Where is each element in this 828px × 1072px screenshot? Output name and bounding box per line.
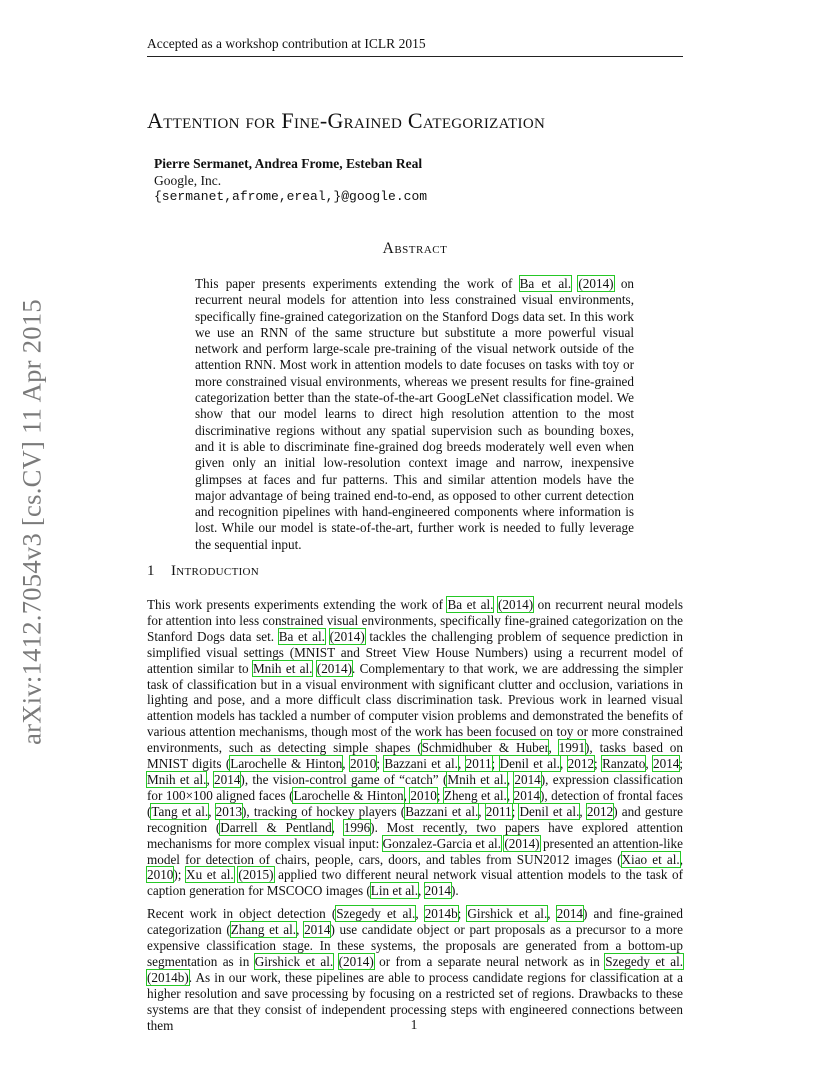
citation-link[interactable]: 2014 xyxy=(304,922,331,938)
paragraph-text: ) use candidate object or part proposals as a precursor to a more expensive classification stage. In these systems, the proposals are generated from a bottom-up segmentation as in xyxy=(147,922,684,969)
citation-link[interactable]: (2014) xyxy=(578,276,614,291)
arxiv-stamp-text: arXiv:1412.7054v3 [cs.CV] 11 Apr 2015 xyxy=(16,299,47,745)
paragraph-text: or from a separate neural network as in xyxy=(373,953,606,969)
paragraph-text: on recurrent neural models for attention into less constrained visual environments, specifically fine-grained categorization on the Stanford Dogs data set. xyxy=(147,597,683,644)
paragraph-text: Recent work in object detection ( xyxy=(147,906,337,922)
paper-title: Attention for Fine-Grained Categorization xyxy=(147,108,546,133)
section-number: 1 xyxy=(147,563,155,579)
citation-link[interactable]: Ranzato xyxy=(602,756,646,772)
citation-link[interactable]: 2014 xyxy=(514,771,541,787)
paragraph-text: ) and gesture recognition ( xyxy=(147,803,684,835)
citation-link[interactable]: 1991 xyxy=(558,740,586,756)
paragraph-text: , xyxy=(206,771,215,787)
author-names: Pierre Sermanet, Andrea Frome, Esteban Real xyxy=(154,156,423,171)
paragraph-text: ), tasks based on MNIST digits ( xyxy=(147,740,683,772)
arxiv-stamp xyxy=(4,292,60,752)
citation-link[interactable]: Bazzani et al. xyxy=(384,756,458,772)
paragraph-text: , xyxy=(506,787,514,803)
citation-link[interactable]: Larochelle & Hinton xyxy=(293,787,404,803)
citation-link[interactable]: Bazzani et al. xyxy=(405,803,479,819)
paragraph-text: , xyxy=(331,819,344,835)
paragraph-text: ; xyxy=(436,787,444,803)
citation-link[interactable]: Girshick et al. xyxy=(254,953,334,969)
citation-link[interactable]: 2014 xyxy=(513,787,540,803)
paragraph-text: , xyxy=(548,740,559,756)
citation-link[interactable]: 2014 xyxy=(556,906,584,922)
paragraph-text: applied two different neural network visual attention models to the task of caption generation for MSCOCO images ( xyxy=(147,867,684,899)
citation-link[interactable]: Lin et al. xyxy=(370,883,419,899)
paragraph-text: , xyxy=(679,851,683,867)
citation-link[interactable]: (2014) xyxy=(316,660,352,676)
paragraph-text: ; xyxy=(594,756,603,772)
abstract-text xyxy=(195,276,634,553)
paragraph-text: tackles the challenging problem of sequence prediction in simplified visual settings (MNIST and Street View House Numbers) using a recurrent model of attention similar to xyxy=(147,628,684,676)
citation-link[interactable]: Zheng et al. xyxy=(443,787,507,803)
citation-link[interactable]: Ba et al. xyxy=(519,276,572,291)
paragraph-text: ; xyxy=(376,756,385,772)
citation-link[interactable]: Xu et al. xyxy=(186,867,234,883)
paragraph-text: , xyxy=(296,922,305,938)
paragraph-text: , xyxy=(547,906,557,922)
citation-link[interactable]: 2011 xyxy=(485,803,512,819)
citation-link[interactable]: Szegedy et al. xyxy=(605,953,684,969)
citation-link[interactable]: Larochelle & Hinton xyxy=(230,756,343,772)
section-heading-introduction xyxy=(147,563,259,580)
citation-link[interactable]: Darrell & Pentland xyxy=(220,819,332,835)
author-block xyxy=(154,156,427,206)
paragraph-text: ). xyxy=(451,883,459,899)
paragraph-text xyxy=(333,954,338,969)
citation-link[interactable]: (2014) xyxy=(497,597,534,612)
citation-link[interactable]: 2012 xyxy=(586,803,614,819)
paragraph-text: , xyxy=(415,906,425,922)
citation-link[interactable]: Tang et al. xyxy=(151,803,209,819)
paragraph-text: ). Most recently, two papers have explored attention mechanisms for more complex visual input: xyxy=(147,819,684,851)
citation-link[interactable]: 2010 xyxy=(410,787,437,803)
paragraph-text: on recurrent neural models for attention into less constrained visual environments, specifically fine-grained categorization on the Stanford Dogs data set. In this work we use an RNN of the same structure but substitute a more powerful visual network and perform large-scale pre-training of the visual network outside of the attention RNN. Most work in attention models to date focuses on tasks with toy or more constrained visual environments, whereas we present results for fine-grained categorization better than the state-of-the-art GoogLeNet classification model. We show that our model learns to direct high resolution attention to the most discriminative regions without any spatial supervision such as bounding boxes, and it is able to discriminate fine-grained dog breeds moderately well even when given only an initial low-resolution context image and narrow, inexpensive glimpses at faces and fur patterns. This and similar attention models have the major advantage of being trained end-to-end, as opposed to other current detection and recognition pipelines with hand-engineered components where information is lost. While our model is state-of-the-art, further work is needed to fully leverage the sequential input. xyxy=(195,276,635,552)
paragraph-text: ), detection of frontal faces ( xyxy=(147,787,684,819)
citation-link[interactable]: 2012 xyxy=(567,756,595,772)
citation-link[interactable]: Schmidhuber & Huber xyxy=(421,740,549,756)
section-title: Introduction xyxy=(171,563,260,579)
citation-link[interactable]: (2015) xyxy=(238,867,274,883)
citation-link[interactable]: 2010 xyxy=(147,867,174,883)
citation-link[interactable]: 2014 xyxy=(214,771,241,787)
paragraph-text: ; xyxy=(511,803,520,819)
paragraph-text: ; xyxy=(679,756,684,772)
paragraph-text: . As in our work, these pipelines are able to process candidate regions for classification at a higher resolution and save processing by focusing on a restricted set of regions. Drawbacks to these systems are that they consist of independent processing steps with engineered connections between them xyxy=(147,969,683,1033)
paragraph-text: ); xyxy=(173,867,187,883)
author-email: {sermanet,afrome,ereal,}@google.com xyxy=(154,189,428,204)
citation-link[interactable]: (2014) xyxy=(504,835,540,851)
paragraph-text: ), expression classification for 100×100 aligned faces ( xyxy=(147,771,683,803)
citation-link[interactable]: Gonzalez-Garcia et al. xyxy=(382,835,502,851)
paragraph-text: , xyxy=(418,883,425,899)
paragraph-text: . Complementary to that work, we are addressing the simpler task of classification but in a visual environment with significant clutter and occlusion, variations in lighting and pose, and a more difficult class discrimination task. Previous work in learned visual attention models has tackled a number of computer vision problems and demonstrated the benefits of various attention mechanisms, though most of the work has been focused on toy or more constrained environments, such as detecting simple shapes ( xyxy=(147,660,683,756)
paragraph-text: ), tracking of hockey players ( xyxy=(242,803,406,819)
citation-link[interactable]: (2014) xyxy=(338,953,374,969)
citation-link[interactable]: Denil et al. xyxy=(499,756,560,772)
paragraph-text: presented an attention-like model for detection of chairs, people, cars, doors, and tables from SUN2012 images ( xyxy=(147,835,683,867)
author-affiliation: Google, Inc. xyxy=(154,172,222,188)
paragraph-text: ; xyxy=(457,906,468,922)
citation-link[interactable]: Girshick et al. xyxy=(467,906,548,922)
intro-paragraph-1 xyxy=(147,597,683,899)
intro-paragraph-2 xyxy=(147,906,683,1033)
paragraph-text: , xyxy=(403,787,411,803)
citation-link[interactable]: (2014) xyxy=(329,628,365,644)
citation-link[interactable]: Zhang et al. xyxy=(230,922,297,938)
paragraph-text: , xyxy=(579,803,587,819)
citation-link[interactable]: 2014 xyxy=(424,883,451,899)
paragraph-text xyxy=(325,629,330,644)
citation-link[interactable]: Mnih et al. xyxy=(147,771,207,787)
paragraph-text: , xyxy=(457,756,466,772)
citation-link[interactable]: Mnih et al. xyxy=(252,660,313,676)
citation-link[interactable]: Denil et al. xyxy=(519,803,580,819)
citation-link[interactable]: 2013 xyxy=(215,803,243,819)
citation-link[interactable]: Szegedy et al. xyxy=(336,906,416,922)
paragraph-text: This paper presents experiments extending the work of xyxy=(195,276,520,291)
paragraph-text: , xyxy=(506,771,515,787)
paragraph-text: , xyxy=(208,803,216,819)
citation-link[interactable]: (2014b) xyxy=(147,969,189,985)
introduction-body xyxy=(147,597,683,1040)
paragraph-text: , xyxy=(342,756,350,772)
citation-link[interactable]: Ba et al. xyxy=(447,597,494,612)
paragraph-text: This work presents experiments extending the work of xyxy=(147,597,448,612)
paragraph-text: ) and fine-grained categorization ( xyxy=(147,906,684,938)
citation-link[interactable]: 2010 xyxy=(349,756,377,772)
paragraph-text: , xyxy=(645,756,653,772)
paragraph-text: ), the vision-control game of “catch” ( xyxy=(240,771,448,787)
citation-link[interactable]: 2014b xyxy=(424,906,458,922)
paragraph-text: , xyxy=(559,756,568,772)
citation-link[interactable]: Ba et al. xyxy=(278,628,325,644)
paragraph-text: , xyxy=(478,803,486,819)
citation-link[interactable]: Mnih et al. xyxy=(447,771,507,787)
abstract-heading: Abstract xyxy=(382,240,448,257)
page-number: 1 xyxy=(410,1017,418,1032)
citation-link[interactable]: 2014 xyxy=(653,756,680,772)
citation-link[interactable]: 1996 xyxy=(343,819,371,835)
citation-link[interactable]: Xiao et al. xyxy=(621,851,680,867)
paragraph-text: ; xyxy=(491,756,500,772)
citation-link[interactable]: 2011 xyxy=(465,756,492,772)
running-header: Accepted as a workshop contribution at ICLR 2015 xyxy=(147,36,683,57)
